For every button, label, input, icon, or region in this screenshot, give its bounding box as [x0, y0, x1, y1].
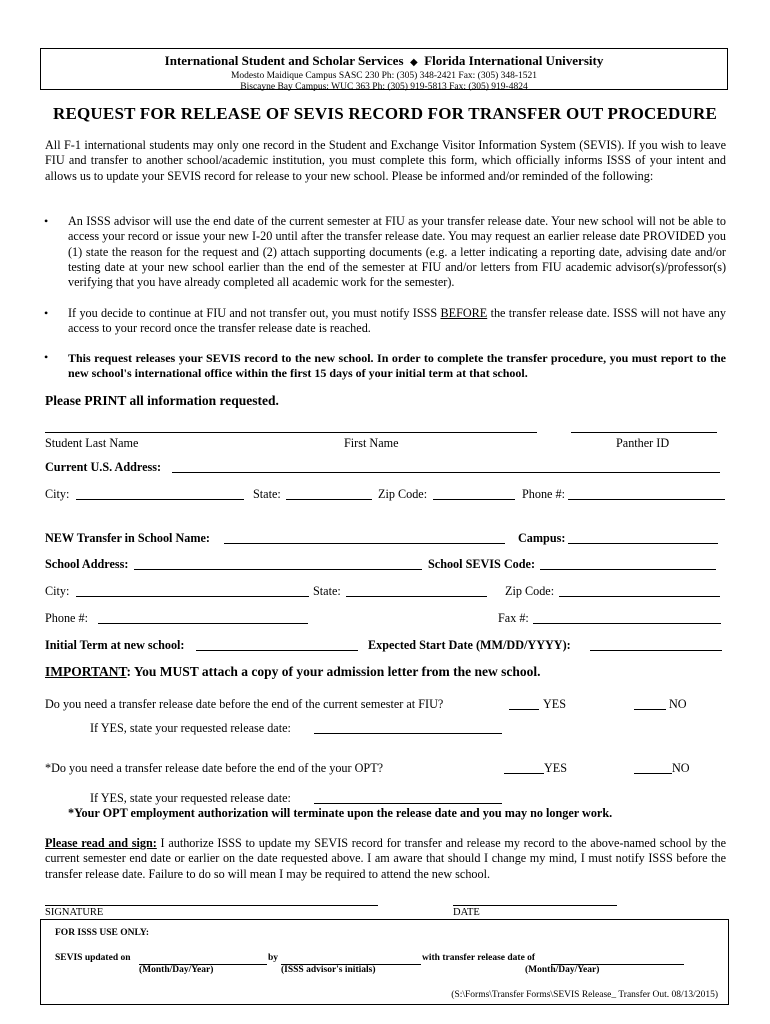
- date-label: DATE: [453, 907, 480, 918]
- school-zip-field[interactable]: [559, 596, 720, 597]
- before-emphasis: BEFORE: [440, 306, 488, 320]
- school-address-label: School Address:: [45, 557, 129, 571]
- first-name-label: First Name: [344, 436, 399, 450]
- q2-no-blank[interactable]: [634, 773, 672, 774]
- school-fax-field[interactable]: [533, 623, 721, 624]
- school-city-label: City:: [45, 584, 70, 598]
- opt-warning: *Your OPT employment authorization will terminate upon the release date and you may no longer work.: [68, 806, 613, 820]
- important-notice: [45, 664, 541, 680]
- letterhead-title: [41, 53, 727, 71]
- school-phone-label: Phone #:: [45, 611, 88, 625]
- initial-term-field[interactable]: [196, 650, 358, 651]
- signature-label: SIGNATURE: [45, 907, 104, 918]
- sevis-updated-label: SEVIS updated on: [55, 953, 131, 963]
- school-address-field[interactable]: [134, 569, 422, 570]
- advisor-initials-caption: (ISSS advisor's initials): [281, 965, 376, 975]
- campus-line-mmc: Modesto Maidique Campus SASC 230 Ph: (305) 348-2421 Fax: (305) 348-1521: [230, 71, 538, 81]
- q1-text: Do you need a transfer release date before the end of the current semester at FIU?: [45, 697, 444, 711]
- state-field[interactable]: [286, 499, 372, 500]
- authorization-paragraph: [45, 836, 726, 882]
- q1-no-label: NO: [669, 697, 687, 711]
- bullet-icon: •: [44, 214, 49, 228]
- zip-label: Zip Code:: [378, 487, 428, 501]
- expected-start-label: Expected Start Date (MM/DD/YYYY):: [368, 638, 571, 652]
- isss-use-only-box: [40, 919, 729, 1005]
- panther-id-label: Panther ID: [616, 436, 670, 450]
- q2-no-label: NO: [672, 761, 690, 775]
- q1-yes-blank[interactable]: [509, 709, 539, 710]
- campus-line-bbc: Biscayne Bay Campus: WUC 363 Ph: (305) 919-5813 Fax: (305) 919-4824: [240, 82, 528, 92]
- name-line[interactable]: [45, 432, 537, 433]
- signature-field[interactable]: [45, 905, 378, 906]
- document-title: REQUEST FOR RELEASE OF SEVIS RECORD FOR TRANSFER OUT PROCEDURE: [52, 104, 718, 123]
- panther-id-line[interactable]: [571, 432, 717, 433]
- q2-yes-label: YES: [544, 761, 568, 775]
- diamond-icon: ◆: [410, 57, 418, 68]
- campus-field[interactable]: [568, 543, 718, 544]
- expected-start-field[interactable]: [590, 650, 722, 651]
- important-text: : You MUST attach a copy of your admission letter from the new school.: [126, 664, 541, 679]
- org-name: International Student and Scholar Services: [164, 53, 404, 68]
- bullet-continue-text-b: the transfer release date. ISSS will not have any access to your record once the transfer release date is reached.: [68, 306, 726, 336]
- new-school-label: NEW Transfer in School Name:: [45, 531, 210, 545]
- bullet-icon: •: [44, 350, 49, 364]
- intro-paragraph: All F-1 international students may only one record in the Student and Exchange Visitor Information System (SEVIS). If you wish to leave FIU and transfer to another school/academic institution, you must complete this form, which officially informs ISSS of your intent and allows us to update your SEVIS record for release to your new school. Please be informed and/or reminded of the following:: [45, 138, 726, 183]
- q1-release-date-field[interactable]: [314, 733, 502, 734]
- state-label: State:: [253, 487, 281, 501]
- read-and-sign-label: Please read and sign:: [45, 836, 157, 850]
- campus-label: Campus:: [518, 531, 566, 545]
- university-name: Florida International University: [424, 53, 604, 68]
- q1-followup-label: If YES, state your requested release date:: [90, 721, 291, 735]
- school-sevis-label: School SEVIS Code:: [428, 557, 536, 571]
- school-sevis-field[interactable]: [540, 569, 716, 570]
- school-zip-label: Zip Code:: [505, 584, 555, 598]
- isss-use-heading: FOR ISSS USE ONLY:: [55, 928, 150, 938]
- phone-label: Phone #:: [522, 487, 565, 501]
- letterhead-box: [40, 48, 728, 90]
- q2-followup-label: If YES, state your requested release date:: [90, 791, 291, 805]
- release-date-label: with transfer release date of: [422, 953, 536, 963]
- q1-no-blank[interactable]: [634, 709, 666, 710]
- initial-term-label: Initial Term at new school:: [45, 638, 185, 652]
- current-address-field[interactable]: [172, 472, 720, 473]
- q2-yes-blank[interactable]: [504, 773, 544, 774]
- school-city-field[interactable]: [76, 596, 309, 597]
- by-label: by: [268, 953, 279, 963]
- bullet-continue-fiu: [68, 306, 726, 337]
- school-phone-field[interactable]: [98, 623, 308, 624]
- bullet-continue-text-a: If you decide to continue at FIU and not transfer out, you must notify ISSS: [68, 306, 441, 320]
- authorization-text: I authorize ISSS to update my SEVIS record for transfer and release my record to the above-named school by the current semester end date or earlier on the date requested above. I am aware that should I change my mind, I must notify ISSS before the transfer release date. Failure to do so will mean I may be required to attend the new school.: [45, 836, 726, 881]
- important-label: IMPORTANT: [45, 664, 127, 679]
- last-name-label: Student Last Name: [45, 436, 139, 450]
- bullet-release-date: An ISSS advisor will use the end date of the current semester at FIU as your transfer release date. Your new school will not be able to access your record or issue your new I-20 until after the transfer release date. You may request an earlier release date PROVIDED you (1) state the reason for the request and (2) attach supporting documents (e.g. a letter indicating a reporting date, advising date and/or testing date at your new school earlier than the end of the semester at FIU and/or letters from FIU academic advisor(s)/professor(s) verifying that you have already completed all academic work for the semester).: [68, 214, 726, 290]
- zip-field[interactable]: [433, 499, 515, 500]
- new-school-field[interactable]: [224, 543, 505, 544]
- city-field[interactable]: [76, 499, 244, 500]
- phone-field[interactable]: [568, 499, 725, 500]
- q1-yes-label: YES: [543, 697, 567, 711]
- school-state-field[interactable]: [346, 596, 487, 597]
- school-fax-label: Fax #:: [498, 611, 529, 625]
- bullet-report-new-school: This request releases your SEVIS record to the new school. In order to complete the transfer procedure, you must report to the new school's international office within the first 15 days of your initial term at that school.: [68, 351, 726, 381]
- q2-text: *Do you need a transfer release date before the end of the your OPT?: [45, 761, 384, 775]
- current-address-label: Current U.S. Address:: [45, 460, 162, 474]
- city-label: City:: [45, 487, 70, 501]
- date-field[interactable]: [453, 905, 617, 906]
- q2-release-date-field[interactable]: [314, 803, 502, 804]
- form-footer-path: (S:\Forms\Transfer Forms\SEVIS Release_ Transfer Out. 08/13/2015): [451, 990, 718, 1000]
- bullet-icon: •: [44, 306, 49, 320]
- school-state-label: State:: [313, 584, 341, 598]
- mdy-caption-1: (Month/Day/Year): [139, 965, 214, 975]
- print-instruction: Please PRINT all information requested.: [45, 393, 279, 408]
- mdy-caption-2: (Month/Day/Year): [525, 965, 600, 975]
